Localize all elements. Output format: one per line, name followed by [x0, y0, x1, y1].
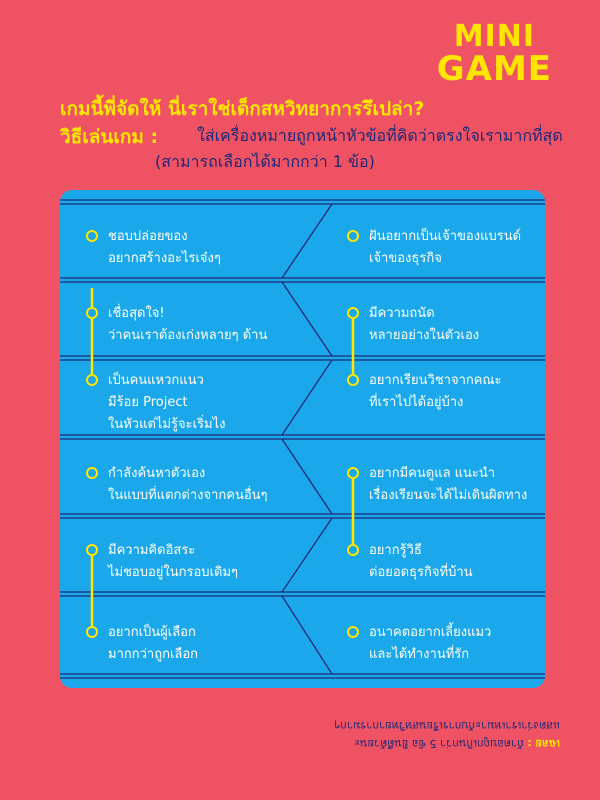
item-line: เชื่อสุดใจ!: [108, 306, 165, 321]
item-line: หลายอย่างในตัวเอง: [369, 328, 480, 343]
item-line: อยากเป็นผู้เลือก: [108, 625, 196, 640]
item-line: เป็นคนแหวกแนว: [108, 373, 204, 388]
list-item[interactable]: [86, 303, 267, 347]
item-line: ที่เราไปได้อยู่บ้าง: [369, 395, 464, 410]
checkbox-circle-icon[interactable]: [347, 307, 359, 319]
checkbox-circle-icon[interactable]: [347, 626, 359, 638]
list-item[interactable]: [86, 226, 221, 270]
checkbox-circle-icon[interactable]: [347, 467, 359, 479]
checkbox-circle-icon[interactable]: [86, 544, 98, 556]
list-item[interactable]: [86, 540, 238, 584]
item-line: อยากมีคนดูแล แนะนำ: [369, 466, 496, 481]
mini-game-logo: [436, 19, 552, 89]
checkbox-circle-icon[interactable]: [86, 374, 98, 386]
item-line: อยากสร้างอะไรเจ๋งๆ: [108, 251, 221, 266]
item-line: และได้ทำงานที่รัก: [369, 647, 470, 662]
item-line: อยากเรียนวิชาจากคณะ: [369, 373, 502, 388]
item-line: มีความคิดอิสระ: [108, 543, 196, 558]
list-item[interactable]: [347, 540, 473, 584]
item-line: ว่าคนเราต้องเก่งหลายๆ ด้าน: [108, 328, 268, 343]
item-line: เรื่องเรียนจะได้ไม่เดินผิดทาง: [369, 488, 528, 503]
item-line: ชอบปล่อยของ: [108, 229, 188, 244]
answer-footer-upside-down: [290, 716, 560, 752]
game-board: [60, 190, 545, 688]
answer-key: เฉลย :: [527, 737, 560, 750]
item-line: ต่อยอดธุรกิจที่บ้าน: [369, 565, 473, 580]
howto-instruction: ใส่เครื่องหมายถูกหน้าหัวข้อที่คิดว่าตรงใจเรามากที่สุด: [197, 126, 563, 145]
list-item[interactable]: [347, 226, 521, 270]
item-line: มีร้อย Project: [108, 395, 188, 410]
list-item[interactable]: [86, 463, 268, 507]
item-line: กำลังค้นหาตัวเอง: [108, 466, 206, 481]
item-line: อนาคตอยากเลี้ยงแมว: [369, 625, 492, 640]
item-line: ฝันอยากเป็นเจ้าของแบรนด์: [369, 229, 522, 244]
item-line: มีความถนัด: [369, 306, 435, 321]
checkbox-circle-icon[interactable]: [347, 230, 359, 242]
answer-line-2: แสดงว่าเราเหมาะกับการเรียนสหวิทยาการมากๆ: [334, 719, 560, 732]
list-item[interactable]: [347, 370, 501, 414]
item-line: เจ้าของธุรกิจ: [369, 251, 442, 266]
checkbox-circle-icon[interactable]: [86, 230, 98, 242]
item-line: มากกว่าถูกเลือก: [108, 647, 199, 662]
item-line: ในแบบที่แตกต่างจากคนอื่นๆ: [108, 488, 268, 503]
headline: เกมนี้พี่จัดให้ นี่เราใช่เด็กสหวิทยาการรึเปล่า?: [60, 98, 425, 120]
list-item[interactable]: [347, 303, 479, 347]
howto-note: (สามารถเลือกได้มากกว่า 1 ข้อ): [155, 152, 375, 171]
list-item[interactable]: [86, 370, 226, 436]
howto-label: วิธีเล่นเกม :: [60, 126, 159, 148]
checkbox-circle-icon[interactable]: [86, 307, 98, 319]
checkbox-circle-icon[interactable]: [86, 626, 98, 638]
brand-line-1: MINI: [453, 19, 535, 54]
item-line: ในหัวแต่ไม่รู้จะเริ่มไง: [108, 417, 226, 432]
answer-line-1: ถ้าตอบถูกเกินกว่า 5 ข้อ ยินดีด้วยนะ: [354, 737, 524, 750]
list-item[interactable]: [86, 622, 198, 666]
list-item[interactable]: [347, 463, 527, 507]
checkbox-circle-icon[interactable]: [347, 374, 359, 386]
list-item[interactable]: [347, 622, 491, 666]
checkbox-circle-icon[interactable]: [347, 544, 359, 556]
brand-line-2: GAME: [436, 49, 552, 89]
item-line: ไม่ชอบอยู่ในกรอบเดิมๆ: [108, 565, 238, 580]
item-line: อยากรู้วิธี: [369, 543, 422, 558]
checkbox-circle-icon[interactable]: [86, 467, 98, 479]
